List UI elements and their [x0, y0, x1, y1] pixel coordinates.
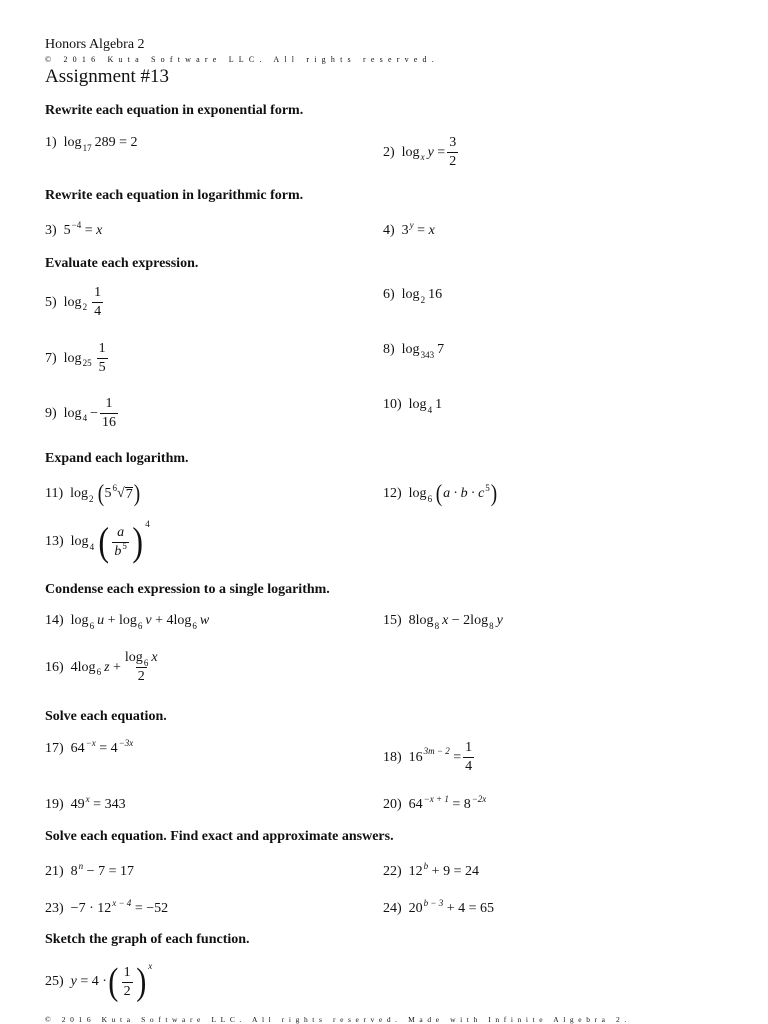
problem-24: 24) 20 b − 3 + 4 = 65 — [383, 897, 495, 916]
problem-16: 16) 4log 6 z + $\frac{\log_6 x}{2}$ — [45, 650, 158, 684]
section-heading: Solve each equation. Find exact and approximate answers. — [45, 829, 394, 844]
problem-13: 13) log 4 ( $\frac{a}{b^5}$ ) 4 — [45, 518, 150, 564]
section-heading: Expand each logarithm. — [45, 451, 189, 466]
problem-10: 10) log 4 1 — [383, 397, 443, 415]
problem-2: 2) log x y = $\frac{3}{2}$ — [383, 135, 457, 169]
assignment-title: Assignment #13 — [45, 66, 170, 87]
problem-7: 7) log 25 $\frac{1}{5}$ — [45, 341, 106, 375]
section-heading: Rewrite each equation in exponential form. — [45, 103, 304, 118]
problem-21: 21) 8 n − 7 = 17 — [45, 860, 134, 879]
problem-15: 15) 8log 8 x − 2log 8 y — [383, 613, 503, 631]
copyright-footer: © 2016 Kuta Software LLC. All rights reserved. Made with Infinite Algebra 2. — [45, 1015, 631, 1024]
problem-12: 12) log 6 ( a · b · c 5 ) — [383, 481, 497, 507]
problem-1: 1) log 17 289 = 2 — [45, 135, 138, 153]
problem-17: 17) 64 −x = 4 −3x — [45, 737, 134, 756]
problem-5: 5) log 2 $\frac{1}{4}$ — [45, 285, 102, 319]
problem-23: 23) −7 · 12 x − 4 = −52 — [45, 897, 169, 916]
problem-11: 11) log 2 ( 5 6 √ 7 ) — [45, 481, 140, 507]
problem-9: 9) log 4 − $\frac{1}{16}$ — [45, 396, 116, 430]
problem-25: 25) y = 4 · ( $\frac{1}{2}$ ) x — [45, 960, 153, 1003]
problem-3: 3) 5 −4 = x — [45, 219, 103, 238]
section-heading: Sketch the graph of each function. — [45, 932, 250, 947]
problem-4: 4) 3 y = x — [383, 219, 435, 238]
problem-19: 19) 49 x = 343 — [45, 793, 126, 812]
problem-14: 14) log 6 u + log 6 v + 4log 6 w — [45, 613, 210, 631]
section-heading: Rewrite each equation in logarithmic form. — [45, 188, 304, 203]
section-heading: Solve each equation. — [45, 709, 167, 724]
problem-8: 8) log 343 7 — [383, 342, 445, 360]
course-name: Honors Algebra 2 — [45, 37, 145, 52]
problem-20: 20) 64 −x + 1 = 8 −2x — [383, 793, 487, 812]
section-heading: Evaluate each expression. — [45, 256, 199, 271]
problem-18: 18) 16 3m − 2 = $\frac{1}{4}$ — [383, 740, 473, 774]
section-heading: Condense each expression to a single logarithm. — [45, 582, 330, 597]
problem-6: 6) log 2 16 — [383, 287, 443, 305]
problem-22: 22) 12 b + 9 = 24 — [383, 860, 479, 879]
copyright-header: © 2016 Kuta Software LLC. All rights reserved. — [45, 55, 439, 64]
